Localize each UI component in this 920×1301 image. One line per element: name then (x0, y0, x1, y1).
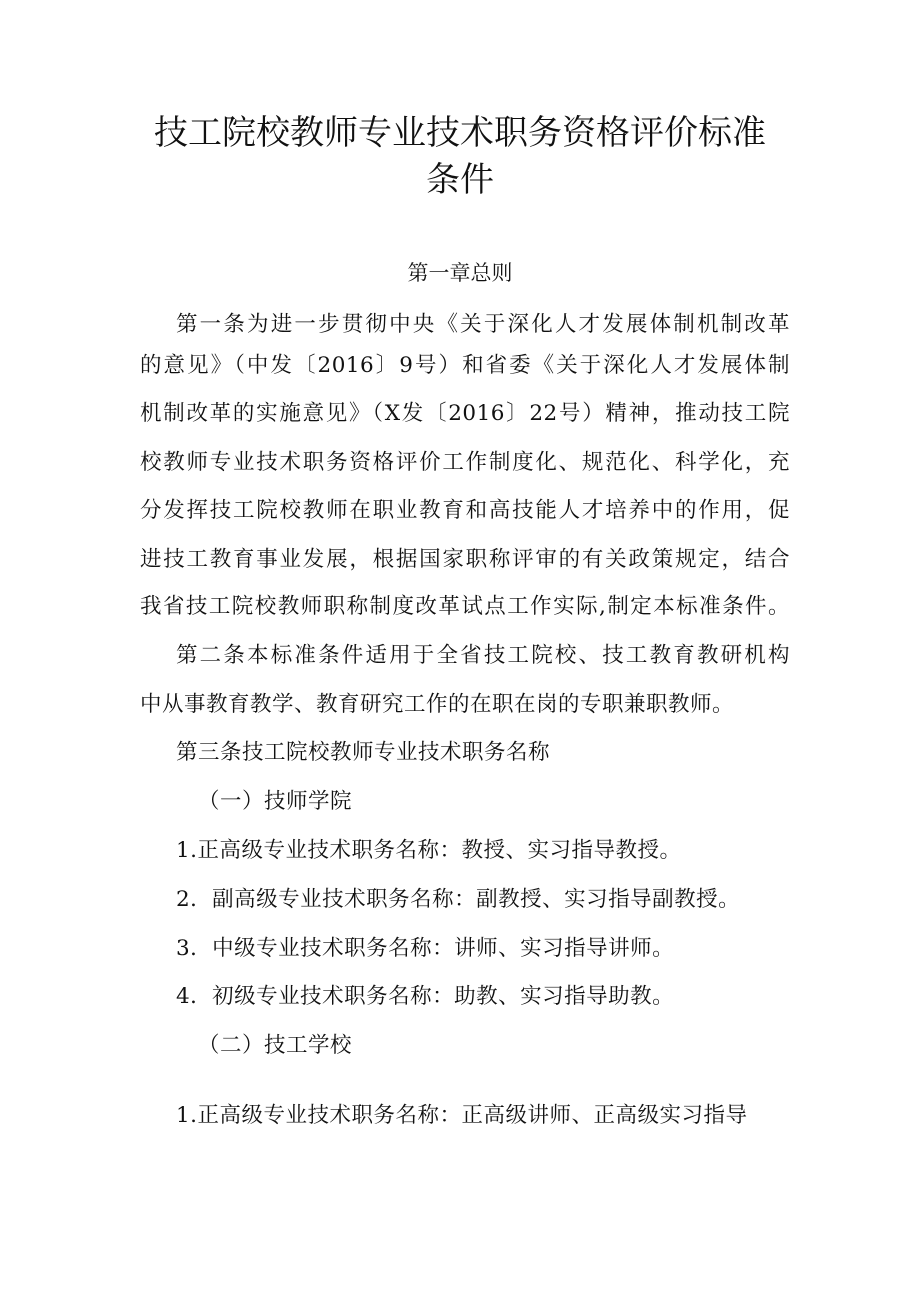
article-1-line-7: 我省技工院校教师职称制度改革试点工作实际,制定本标准条件。 (140, 594, 790, 619)
article-1-line-4: 校教师专业技术职务资格评价工作制度化、规范化、科学化，充 (140, 450, 790, 475)
section-1-item-4: 4．初级专业技术职务名称：助教、实习指导助教。 (176, 984, 675, 1009)
article-2-line-1: 第二条本标准条件适用于全省技工院校、技工教育教研机构 (176, 643, 790, 668)
section-2-item-1: 1.正高级专业技术职务名称：正高级讲师、正高级实习指导 (176, 1103, 748, 1128)
article-1-line-2: 的意见》（中发〔2016〕9号）和省委《关于深化人才发展体制 (140, 353, 790, 378)
article-1-line-6: 进技工教育事业发展，根据国家职称评审的有关政策规定，结合 (140, 547, 790, 572)
section-1-item-3: 3．中级专业技术职务名称：讲师、实习指导讲师。 (176, 936, 675, 961)
section-2-heading: （二）技工学校 (198, 1033, 353, 1058)
article-3-heading: 第三条技工院校教师专业技术职务名称 (176, 740, 551, 765)
section-1-item-2: 2．副高级专业技术职务名称：副教授、实习指导副教授。 (176, 887, 741, 912)
document-title-line-2: 条件 (426, 160, 494, 200)
section-1-heading: （一）技师学院 (198, 789, 353, 814)
section-1-item-1: 1.正高级专业技术职务名称：教授、实习指导教授。 (176, 838, 682, 863)
article-1-line-1: 第一条为进一步贯彻中央《关于深化人才发展体制机制改革 (176, 312, 790, 337)
document-title-line-1: 技工院校教师专业技术职务资格评价标准 (154, 113, 766, 153)
article-1-line-3: 机制改革的实施意见》（X发〔2016〕22号）精神，推动技工院 (140, 401, 790, 426)
article-1-line-5: 分发挥技工院校教师在职业教育和高技能人才培养中的作用，促 (140, 498, 790, 523)
chapter-heading: 第一章总则 (407, 261, 513, 285)
article-2-line-2: 中从事教育教学、教育研究工作的在职在岗的专职兼职教师。 (140, 692, 735, 717)
